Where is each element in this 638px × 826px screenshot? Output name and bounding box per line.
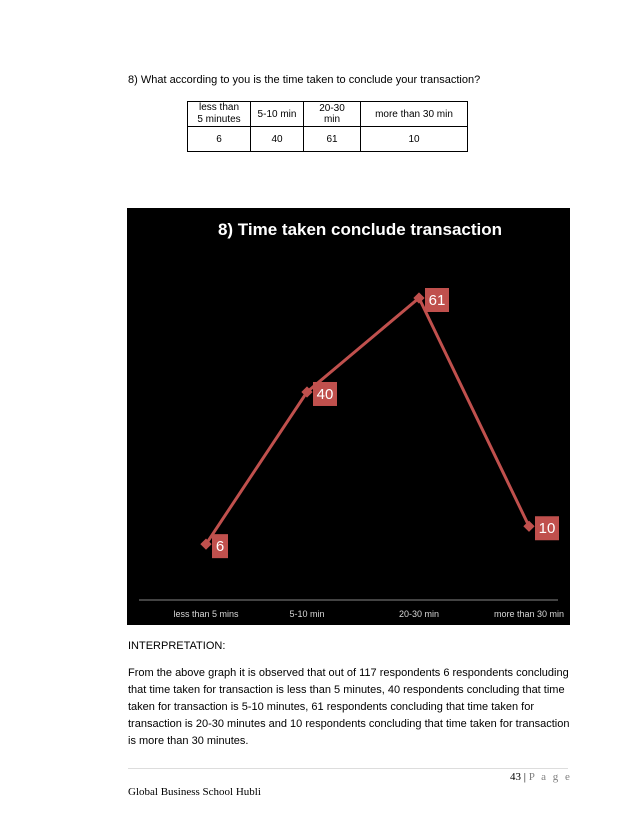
chart-marks xyxy=(173,288,564,619)
table-value-cell: 40 xyxy=(251,127,304,152)
x-tick-label: more than 30 min xyxy=(493,609,565,619)
data-label-text: 61 xyxy=(428,292,446,309)
table-value-cell: 61 xyxy=(304,127,361,152)
line-chart xyxy=(127,208,570,625)
table-header-cell: 5-10 min xyxy=(251,102,304,127)
school-name: Global Business School Hubli xyxy=(128,786,261,798)
chart-svg xyxy=(127,208,570,625)
table-header-cell: 20-30 min xyxy=(304,102,361,127)
table-value-row xyxy=(188,127,468,152)
table-header-row xyxy=(188,102,468,127)
data-label xyxy=(313,382,337,406)
interpretation-heading: INTERPRETATION: xyxy=(128,640,226,652)
question-text: 8) What according to you is the time taken to conclude your transaction? xyxy=(128,74,481,86)
page-label: P a g e xyxy=(528,771,572,783)
interpretation-body: From the above graph it is observed that out of 117 respondents 6 respondents concluding that time taken for transaction is less than 5 minutes, 40 respondents concluding that time taken for transaction is 5-10 minutes, 61 respondents concluding that time taken for transaction is 20-30 minutes and 10 respondents concluding that time taken for transaction is more than 30 minutes. xyxy=(128,667,570,747)
response-table xyxy=(187,101,468,152)
x-tick-label: 5-10 min xyxy=(289,609,325,619)
data-label-text: 10 xyxy=(538,520,556,538)
data-label xyxy=(535,516,559,540)
data-label xyxy=(212,534,228,558)
page-number xyxy=(510,771,572,783)
x-tick-label: 20-30 min xyxy=(398,609,440,619)
x-tick-label: less than 5 mins xyxy=(173,609,239,619)
data-point xyxy=(523,521,534,532)
chart-title: 8) Time taken conclude transaction xyxy=(217,220,503,239)
page-number-value: 43 xyxy=(510,771,521,783)
series-line xyxy=(206,298,529,544)
table-header-cell: more than 30 min xyxy=(361,102,468,127)
table-value-cell: 10 xyxy=(361,127,468,152)
table-header-cell: less than 5 minutes xyxy=(188,102,251,127)
table-value-cell: 6 xyxy=(188,127,251,152)
data-label-text: 40 xyxy=(316,385,334,403)
data-label-text: 6 xyxy=(215,538,225,556)
page-number-separator: | xyxy=(521,771,529,783)
footer-divider xyxy=(128,768,568,769)
data-label xyxy=(425,288,449,312)
